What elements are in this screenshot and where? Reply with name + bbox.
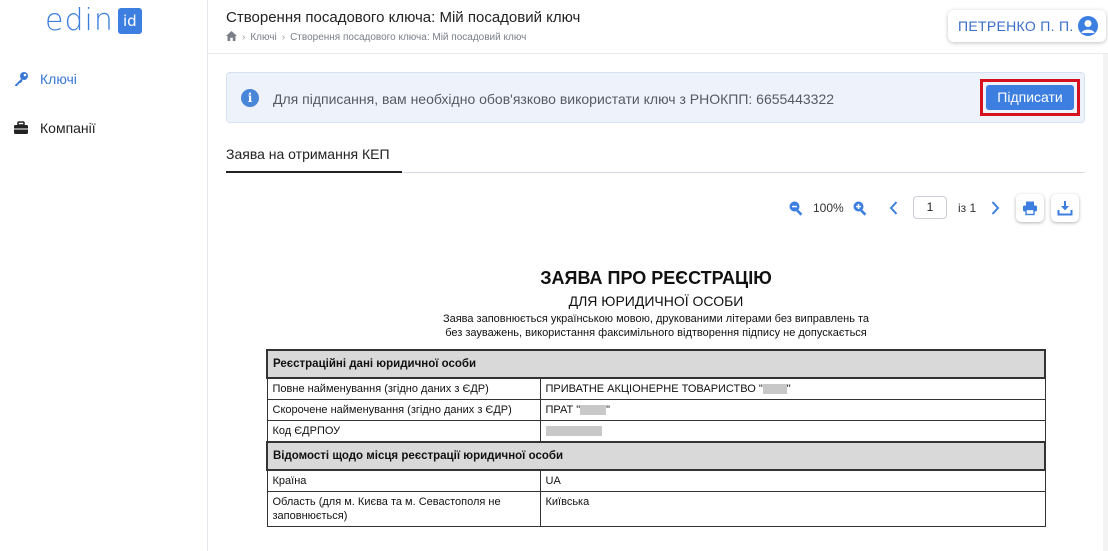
home-icon[interactable] (226, 31, 237, 44)
breadcrumb-link-keys[interactable]: Ключі (250, 32, 277, 43)
row-value: UA (540, 470, 1045, 492)
user-menu-button[interactable] (948, 10, 1106, 42)
zoom-level: 100% (813, 201, 844, 215)
banner-message: Для підписання, вам необхідно обов'язково використати ключ з РНОКПП: 6655443322 (273, 91, 835, 107)
row-label: Код ЄДРПОУ (267, 421, 540, 443)
briefcase-icon (12, 119, 30, 137)
key-icon (12, 70, 30, 88)
breadcrumb-current: Створення посадового ключа: Мій посадовий ключ (290, 32, 527, 43)
section-header-row (267, 442, 1045, 470)
row-value (540, 400, 1045, 421)
page-number-input[interactable]: 1 (913, 196, 947, 219)
download-icon (1057, 200, 1073, 216)
download-button[interactable] (1051, 194, 1079, 222)
document-title: ЗАЯВА ПРО РЕЄСТРАЦІЮ (540, 268, 772, 288)
sidebar-item-companies[interactable] (12, 119, 96, 137)
section-title: Відомості щодо місця реєстрації юридичної особи (267, 442, 1045, 470)
row-value (540, 421, 1045, 443)
info-banner (226, 72, 1085, 123)
row-label: Область (для м. Києва та м. Севастополя не заповнюється) (267, 492, 540, 527)
sidebar (0, 0, 208, 551)
chevron-right-icon: › (281, 32, 286, 43)
table-row (267, 492, 1045, 527)
redacted-block (763, 384, 787, 394)
tab-kep-application[interactable]: Заява на отримання КЕП (226, 146, 402, 173)
breadcrumb (226, 31, 526, 44)
row-label: Повне найменування (згідно даних з ЄДР) (267, 378, 540, 400)
registration-form-table (266, 349, 1046, 527)
redacted-block (546, 426, 602, 436)
sidebar-item-label: Ключі (40, 71, 77, 87)
sidebar-item-label: Компанії (40, 120, 96, 136)
page-count: із 1 (958, 201, 977, 215)
scrollbar[interactable] (1103, 54, 1108, 551)
document-toolbar (785, 194, 1085, 224)
edin-id-logo[interactable] (45, 5, 142, 37)
logo-badge: id (118, 8, 142, 34)
table-row (267, 421, 1045, 443)
sign-button[interactable]: Підписати (986, 85, 1074, 110)
print-button[interactable] (1016, 194, 1044, 222)
document-subtitle: ДЛЯ ЮРИДИЧНОЇ ОСОБИ (568, 293, 744, 309)
row-label: Країна (267, 470, 540, 492)
user-avatar-icon (1078, 16, 1098, 36)
row-value (540, 378, 1045, 400)
document-note (226, 312, 1086, 340)
chevron-left-icon[interactable] (888, 200, 900, 221)
chevron-right-icon[interactable] (989, 200, 1001, 221)
document-note-line: без зауважень, використання факсимільного відтворення підпису не допускається (445, 327, 867, 339)
section-header-row (267, 350, 1045, 378)
header (208, 0, 1108, 54)
table-row (267, 470, 1045, 492)
printer-icon (1022, 200, 1038, 216)
redacted-block (580, 405, 606, 415)
chevron-right-icon: › (242, 32, 246, 43)
row-label: Скорочене найменування (згідно даних з ЄДР) (267, 400, 540, 421)
row-value-end: " (786, 383, 791, 395)
document-note-line: Заява заповнюється українською мовою, друкованими літерами без виправлень та (442, 313, 870, 325)
zoom-in-icon[interactable] (852, 200, 868, 221)
zoom-out-icon[interactable] (788, 200, 804, 221)
sidebar-item-keys[interactable] (12, 70, 77, 88)
table-row (267, 400, 1045, 421)
document-page (226, 240, 1086, 551)
row-value-text: ПРИВАТНЕ АКЦІОНЕРНЕ ТОВАРИСТВО " (545, 383, 763, 395)
row-value: Київська (540, 492, 1045, 527)
row-value-text: ПРАТ " (545, 404, 581, 416)
page-title: Створення посадового ключа: Мій посадовий ключ (226, 9, 581, 26)
info-icon: i (241, 89, 259, 107)
sign-button-highlight (980, 79, 1080, 116)
user-name: ПЕТРЕНКО П. П. (958, 18, 1074, 34)
section-title: Реєстраційні дані юридичної особи (267, 350, 1045, 378)
row-value-end: " (606, 404, 611, 416)
tab-bar (226, 146, 1085, 173)
logo-text: edin (45, 3, 114, 38)
table-row (267, 378, 1045, 400)
